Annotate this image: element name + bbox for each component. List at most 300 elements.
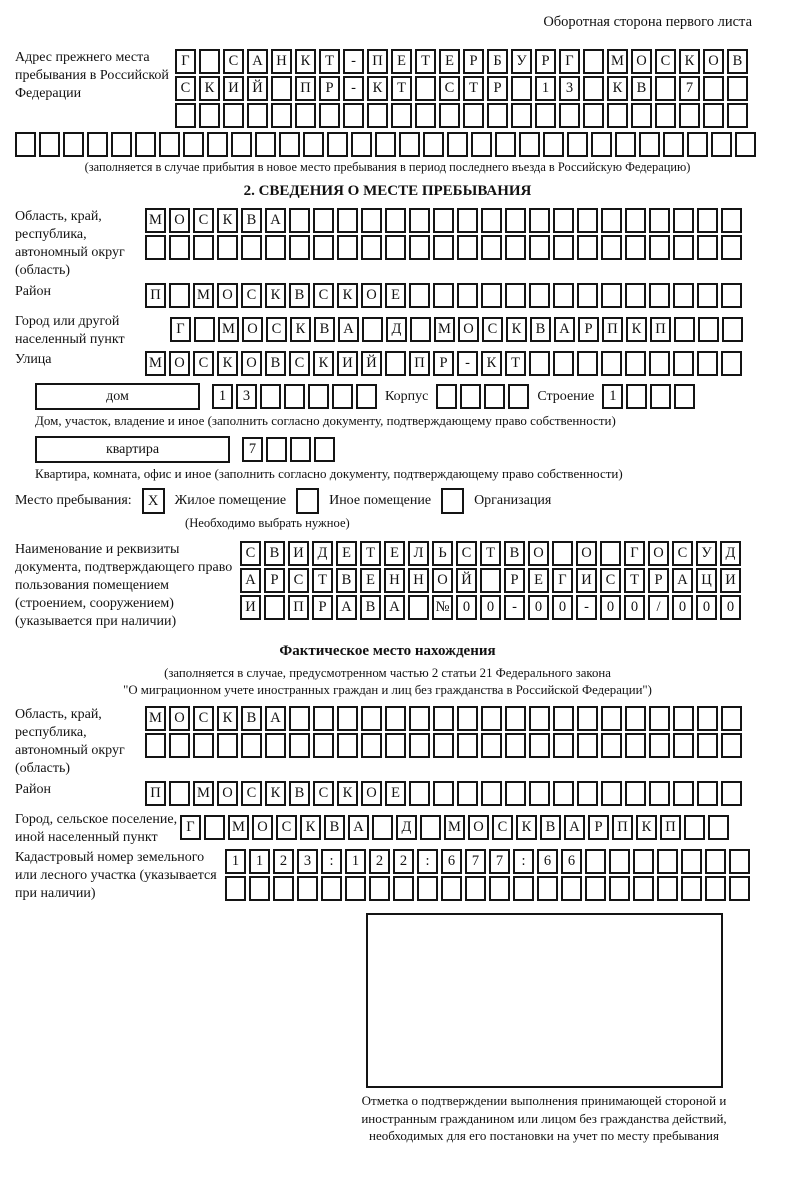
char-cell[interactable]: Д	[312, 541, 333, 566]
char-cell[interactable]: Р	[319, 76, 340, 101]
char-cell[interactable]: №	[432, 595, 453, 620]
char-cell[interactable]	[225, 876, 246, 901]
char-cell[interactable]	[529, 283, 550, 308]
char-cell[interactable]: О	[217, 283, 238, 308]
char-cell[interactable]: -	[457, 351, 478, 376]
char-cell[interactable]: К	[636, 815, 657, 840]
char-cell[interactable]: С	[439, 76, 460, 101]
char-cell[interactable]: О	[648, 541, 669, 566]
char-cell[interactable]: К	[607, 76, 628, 101]
char-cell[interactable]: О	[252, 815, 273, 840]
char-cell[interactable]: 6	[537, 849, 558, 874]
char-cell[interactable]: С	[600, 568, 621, 593]
char-cell[interactable]	[529, 733, 550, 758]
char-cell[interactable]	[489, 876, 510, 901]
char-cell[interactable]	[722, 317, 743, 342]
char-cell[interactable]: О	[703, 49, 724, 74]
char-cell[interactable]	[697, 781, 718, 806]
char-cell[interactable]	[495, 132, 516, 157]
char-cell[interactable]	[625, 706, 646, 731]
char-cell[interactable]	[439, 103, 460, 128]
char-cell[interactable]: Р	[312, 595, 333, 620]
char-cell[interactable]	[583, 103, 604, 128]
char-cell[interactable]: Н	[408, 568, 429, 593]
char-cell[interactable]	[673, 208, 694, 233]
char-cell[interactable]: П	[288, 595, 309, 620]
char-cell[interactable]	[415, 76, 436, 101]
char-cell[interactable]: :	[513, 849, 534, 874]
char-cell[interactable]	[505, 781, 526, 806]
char-cell[interactable]	[585, 849, 606, 874]
char-cell[interactable]	[655, 103, 676, 128]
char-cell[interactable]	[255, 132, 276, 157]
char-cell[interactable]	[697, 733, 718, 758]
char-cell[interactable]	[385, 706, 406, 731]
char-cell[interactable]	[420, 815, 441, 840]
char-cell[interactable]	[297, 876, 318, 901]
char-cell[interactable]	[553, 733, 574, 758]
char-cell[interactable]	[615, 132, 636, 157]
char-cell[interactable]	[577, 208, 598, 233]
char-cell[interactable]	[231, 132, 252, 157]
char-cell[interactable]: С	[313, 283, 334, 308]
char-cell[interactable]	[626, 384, 647, 409]
char-cell[interactable]: В	[241, 706, 262, 731]
char-cell[interactable]	[247, 103, 268, 128]
char-cell[interactable]: Г	[552, 568, 573, 593]
char-cell[interactable]	[460, 384, 481, 409]
char-cell[interactable]: Р	[264, 568, 285, 593]
char-cell[interactable]: К	[290, 317, 311, 342]
char-cell[interactable]	[591, 132, 612, 157]
char-cell[interactable]: Г	[175, 49, 196, 74]
char-cell[interactable]: В	[314, 317, 335, 342]
char-cell[interactable]: К	[626, 317, 647, 342]
char-cell[interactable]	[649, 208, 670, 233]
char-cell[interactable]	[145, 733, 166, 758]
char-cell[interactable]	[481, 781, 502, 806]
char-cell[interactable]: 0	[696, 595, 717, 620]
char-cell[interactable]	[463, 103, 484, 128]
char-cell[interactable]	[601, 781, 622, 806]
char-cell[interactable]	[169, 283, 190, 308]
char-cell[interactable]	[361, 733, 382, 758]
char-cell[interactable]: -	[343, 49, 364, 74]
char-cell[interactable]	[356, 384, 377, 409]
char-cell[interactable]	[223, 103, 244, 128]
char-cell[interactable]	[289, 208, 310, 233]
char-cell[interactable]: 1	[345, 849, 366, 874]
char-cell[interactable]: К	[481, 351, 502, 376]
char-cell[interactable]	[332, 384, 353, 409]
char-cell[interactable]: С	[241, 283, 262, 308]
char-cell[interactable]	[337, 706, 358, 731]
char-cell[interactable]: С	[313, 781, 334, 806]
char-cell[interactable]	[385, 235, 406, 260]
char-cell[interactable]	[529, 706, 550, 731]
char-cell[interactable]: К	[679, 49, 700, 74]
char-cell[interactable]: О	[242, 317, 263, 342]
char-cell[interactable]	[487, 103, 508, 128]
char-cell[interactable]: С	[193, 351, 214, 376]
char-cell[interactable]	[535, 103, 556, 128]
char-cell[interactable]: Д	[396, 815, 417, 840]
char-cell[interactable]: Н	[271, 49, 292, 74]
char-cell[interactable]: П	[602, 317, 623, 342]
char-cell[interactable]: С	[492, 815, 513, 840]
char-cell[interactable]: С	[193, 706, 214, 731]
char-cell[interactable]: О	[468, 815, 489, 840]
char-cell[interactable]	[559, 103, 580, 128]
char-cell[interactable]	[313, 208, 334, 233]
char-cell[interactable]	[264, 595, 285, 620]
char-cell[interactable]	[543, 132, 564, 157]
char-cell[interactable]	[457, 208, 478, 233]
char-cell[interactable]: С	[655, 49, 676, 74]
char-cell[interactable]	[711, 132, 732, 157]
char-cell[interactable]	[145, 235, 166, 260]
confirmation-stamp-box[interactable]	[366, 913, 723, 1088]
char-cell[interactable]: В	[631, 76, 652, 101]
char-cell[interactable]	[241, 235, 262, 260]
char-cell[interactable]	[553, 235, 574, 260]
char-cell[interactable]	[607, 103, 628, 128]
char-cell[interactable]	[721, 733, 742, 758]
char-cell[interactable]: В	[360, 595, 381, 620]
char-cell[interactable]: П	[367, 49, 388, 74]
char-cell[interactable]: С	[672, 541, 693, 566]
char-cell[interactable]: 2	[393, 849, 414, 874]
char-cell[interactable]	[673, 351, 694, 376]
char-cell[interactable]	[327, 132, 348, 157]
char-cell[interactable]	[735, 132, 756, 157]
char-cell[interactable]	[361, 208, 382, 233]
char-cell[interactable]	[433, 235, 454, 260]
char-cell[interactable]	[537, 876, 558, 901]
char-cell[interactable]: А	[247, 49, 268, 74]
char-cell[interactable]: 0	[600, 595, 621, 620]
char-cell[interactable]: В	[504, 541, 525, 566]
char-cell[interactable]	[273, 876, 294, 901]
char-cell[interactable]	[433, 208, 454, 233]
char-cell[interactable]	[673, 283, 694, 308]
char-cell[interactable]	[204, 815, 225, 840]
char-cell[interactable]	[673, 706, 694, 731]
char-cell[interactable]: 1	[602, 384, 623, 409]
char-cell[interactable]	[87, 132, 108, 157]
char-cell[interactable]	[481, 208, 502, 233]
char-cell[interactable]: А	[336, 595, 357, 620]
char-cell[interactable]	[345, 876, 366, 901]
char-cell[interactable]: К	[217, 706, 238, 731]
char-cell[interactable]	[674, 317, 695, 342]
char-cell[interactable]: С	[241, 781, 262, 806]
char-cell[interactable]: Н	[384, 568, 405, 593]
char-cell[interactable]: Р	[504, 568, 525, 593]
char-cell[interactable]	[708, 815, 729, 840]
char-cell[interactable]: Й	[456, 568, 477, 593]
char-cell[interactable]	[410, 317, 431, 342]
char-cell[interactable]: Т	[505, 351, 526, 376]
char-cell[interactable]: В	[289, 283, 310, 308]
char-cell[interactable]	[529, 781, 550, 806]
char-cell[interactable]	[655, 76, 676, 101]
char-cell[interactable]: 7	[242, 437, 263, 462]
char-cell[interactable]	[633, 849, 654, 874]
char-cell[interactable]	[249, 876, 270, 901]
char-cell[interactable]	[409, 781, 430, 806]
char-cell[interactable]	[601, 351, 622, 376]
char-cell[interactable]	[319, 103, 340, 128]
char-cell[interactable]: С	[193, 208, 214, 233]
char-cell[interactable]: О	[169, 706, 190, 731]
char-cell[interactable]	[625, 351, 646, 376]
char-cell[interactable]: Р	[487, 76, 508, 101]
char-cell[interactable]: К	[217, 351, 238, 376]
char-cell[interactable]	[679, 103, 700, 128]
char-cell[interactable]: К	[300, 815, 321, 840]
char-cell[interactable]: Д	[720, 541, 741, 566]
char-cell[interactable]: А	[265, 208, 286, 233]
char-cell[interactable]: П	[660, 815, 681, 840]
char-cell[interactable]	[193, 235, 214, 260]
char-cell[interactable]	[433, 283, 454, 308]
checkbox-other-premises[interactable]	[296, 488, 319, 514]
char-cell[interactable]: К	[265, 283, 286, 308]
char-cell[interactable]	[513, 876, 534, 901]
char-cell[interactable]: В	[265, 351, 286, 376]
char-cell[interactable]: П	[650, 317, 671, 342]
char-cell[interactable]: О	[217, 781, 238, 806]
char-cell[interactable]: 0	[672, 595, 693, 620]
char-cell[interactable]: В	[241, 208, 262, 233]
char-cell[interactable]: К	[516, 815, 537, 840]
char-cell[interactable]	[343, 103, 364, 128]
char-cell[interactable]	[508, 384, 529, 409]
char-cell[interactable]: К	[265, 781, 286, 806]
char-cell[interactable]: М	[145, 351, 166, 376]
char-cell[interactable]	[399, 132, 420, 157]
char-cell[interactable]: И	[223, 76, 244, 101]
char-cell[interactable]: Т	[319, 49, 340, 74]
char-cell[interactable]: М	[444, 815, 465, 840]
char-cell[interactable]	[271, 76, 292, 101]
char-cell[interactable]	[553, 283, 574, 308]
char-cell[interactable]: С	[482, 317, 503, 342]
char-cell[interactable]	[721, 208, 742, 233]
char-cell[interactable]: Е	[528, 568, 549, 593]
char-cell[interactable]	[471, 132, 492, 157]
char-cell[interactable]	[553, 208, 574, 233]
char-cell[interactable]	[433, 733, 454, 758]
char-cell[interactable]	[649, 283, 670, 308]
char-cell[interactable]	[367, 103, 388, 128]
char-cell[interactable]: 2	[369, 849, 390, 874]
char-cell[interactable]: К	[295, 49, 316, 74]
char-cell[interactable]: 0	[528, 595, 549, 620]
char-cell[interactable]	[609, 849, 630, 874]
char-cell[interactable]: Е	[391, 49, 412, 74]
char-cell[interactable]	[409, 283, 430, 308]
char-cell[interactable]: Г	[559, 49, 580, 74]
char-cell[interactable]	[361, 235, 382, 260]
char-cell[interactable]: В	[727, 49, 748, 74]
char-cell[interactable]: А	[384, 595, 405, 620]
char-cell[interactable]	[457, 283, 478, 308]
char-cell[interactable]	[505, 235, 526, 260]
char-cell[interactable]	[423, 132, 444, 157]
char-cell[interactable]	[433, 706, 454, 731]
char-cell[interactable]	[649, 351, 670, 376]
char-cell[interactable]	[687, 132, 708, 157]
char-cell[interactable]	[361, 706, 382, 731]
char-cell[interactable]	[279, 132, 300, 157]
char-cell[interactable]	[481, 733, 502, 758]
char-cell[interactable]: А	[265, 706, 286, 731]
char-cell[interactable]	[135, 132, 156, 157]
char-cell[interactable]: И	[240, 595, 261, 620]
char-cell[interactable]: В	[324, 815, 345, 840]
char-cell[interactable]: О	[631, 49, 652, 74]
char-cell[interactable]	[601, 733, 622, 758]
char-cell[interactable]	[529, 208, 550, 233]
char-cell[interactable]	[241, 733, 262, 758]
char-cell[interactable]: К	[199, 76, 220, 101]
char-cell[interactable]: Т	[312, 568, 333, 593]
char-cell[interactable]	[601, 283, 622, 308]
char-cell[interactable]	[375, 132, 396, 157]
char-cell[interactable]: 2	[273, 849, 294, 874]
char-cell[interactable]	[697, 208, 718, 233]
char-cell[interactable]	[39, 132, 60, 157]
char-cell[interactable]	[284, 384, 305, 409]
char-cell[interactable]: Л	[408, 541, 429, 566]
char-cell[interactable]	[447, 132, 468, 157]
char-cell[interactable]	[260, 384, 281, 409]
char-cell[interactable]: В	[530, 317, 551, 342]
char-cell[interactable]	[697, 351, 718, 376]
char-cell[interactable]	[650, 384, 671, 409]
char-cell[interactable]	[362, 317, 383, 342]
char-cell[interactable]	[625, 208, 646, 233]
char-cell[interactable]	[159, 132, 180, 157]
char-cell[interactable]: А	[338, 317, 359, 342]
char-cell[interactable]	[727, 103, 748, 128]
char-cell[interactable]	[409, 733, 430, 758]
char-cell[interactable]	[217, 235, 238, 260]
char-cell[interactable]: М	[434, 317, 455, 342]
char-cell[interactable]	[266, 437, 287, 462]
char-cell[interactable]	[585, 876, 606, 901]
char-cell[interactable]	[436, 384, 457, 409]
char-cell[interactable]	[663, 132, 684, 157]
char-cell[interactable]: А	[240, 568, 261, 593]
char-cell[interactable]: Р	[535, 49, 556, 74]
char-cell[interactable]	[697, 706, 718, 731]
char-cell[interactable]: П	[145, 283, 166, 308]
char-cell[interactable]	[529, 351, 550, 376]
char-cell[interactable]	[577, 781, 598, 806]
char-cell[interactable]: 1	[249, 849, 270, 874]
char-cell[interactable]: Е	[385, 781, 406, 806]
char-cell[interactable]: С	[240, 541, 261, 566]
char-cell[interactable]: А	[348, 815, 369, 840]
char-cell[interactable]: И	[720, 568, 741, 593]
char-cell[interactable]: Й	[361, 351, 382, 376]
char-cell[interactable]: С	[288, 568, 309, 593]
char-cell[interactable]	[199, 49, 220, 74]
char-cell[interactable]	[337, 733, 358, 758]
char-cell[interactable]: 0	[720, 595, 741, 620]
char-cell[interactable]	[657, 876, 678, 901]
char-cell[interactable]	[457, 733, 478, 758]
char-cell[interactable]: Е	[336, 541, 357, 566]
char-cell[interactable]	[674, 384, 695, 409]
char-cell[interactable]: 0	[552, 595, 573, 620]
char-cell[interactable]: 1	[212, 384, 233, 409]
char-cell[interactable]	[705, 876, 726, 901]
char-cell[interactable]	[577, 706, 598, 731]
char-cell[interactable]: А	[554, 317, 575, 342]
char-cell[interactable]	[601, 208, 622, 233]
char-cell[interactable]	[457, 706, 478, 731]
char-cell[interactable]	[684, 815, 705, 840]
char-cell[interactable]	[313, 733, 334, 758]
char-cell[interactable]	[649, 235, 670, 260]
char-cell[interactable]	[289, 235, 310, 260]
char-cell[interactable]: М	[145, 208, 166, 233]
char-cell[interactable]: 1	[225, 849, 246, 874]
char-cell[interactable]: О	[576, 541, 597, 566]
char-cell[interactable]	[457, 235, 478, 260]
char-cell[interactable]: Г	[624, 541, 645, 566]
char-cell[interactable]	[290, 437, 311, 462]
char-cell[interactable]	[194, 317, 215, 342]
char-cell[interactable]	[199, 103, 220, 128]
char-cell[interactable]	[639, 132, 660, 157]
char-cell[interactable]	[415, 103, 436, 128]
char-cell[interactable]: 0	[456, 595, 477, 620]
char-cell[interactable]: Е	[360, 568, 381, 593]
char-cell[interactable]: Й	[247, 76, 268, 101]
char-cell[interactable]: С	[456, 541, 477, 566]
char-cell[interactable]	[705, 849, 726, 874]
char-cell[interactable]	[600, 541, 621, 566]
char-cell[interactable]: Р	[648, 568, 669, 593]
char-cell[interactable]	[583, 76, 604, 101]
char-cell[interactable]: С	[223, 49, 244, 74]
apartment-type-box[interactable]: квартира	[35, 436, 230, 463]
char-cell[interactable]: В	[336, 568, 357, 593]
char-cell[interactable]	[271, 103, 292, 128]
char-cell[interactable]: -	[343, 76, 364, 101]
char-cell[interactable]	[552, 541, 573, 566]
char-cell[interactable]	[385, 733, 406, 758]
char-cell[interactable]: 3	[236, 384, 257, 409]
char-cell[interactable]: К	[337, 283, 358, 308]
char-cell[interactable]: Ь	[432, 541, 453, 566]
char-cell[interactable]: О	[169, 208, 190, 233]
char-cell[interactable]	[169, 781, 190, 806]
char-cell[interactable]	[265, 235, 286, 260]
char-cell[interactable]	[351, 132, 372, 157]
char-cell[interactable]	[289, 733, 310, 758]
char-cell[interactable]: :	[417, 849, 438, 874]
char-cell[interactable]	[657, 849, 678, 874]
char-cell[interactable]: И	[337, 351, 358, 376]
char-cell[interactable]: О	[169, 351, 190, 376]
char-cell[interactable]: С	[175, 76, 196, 101]
